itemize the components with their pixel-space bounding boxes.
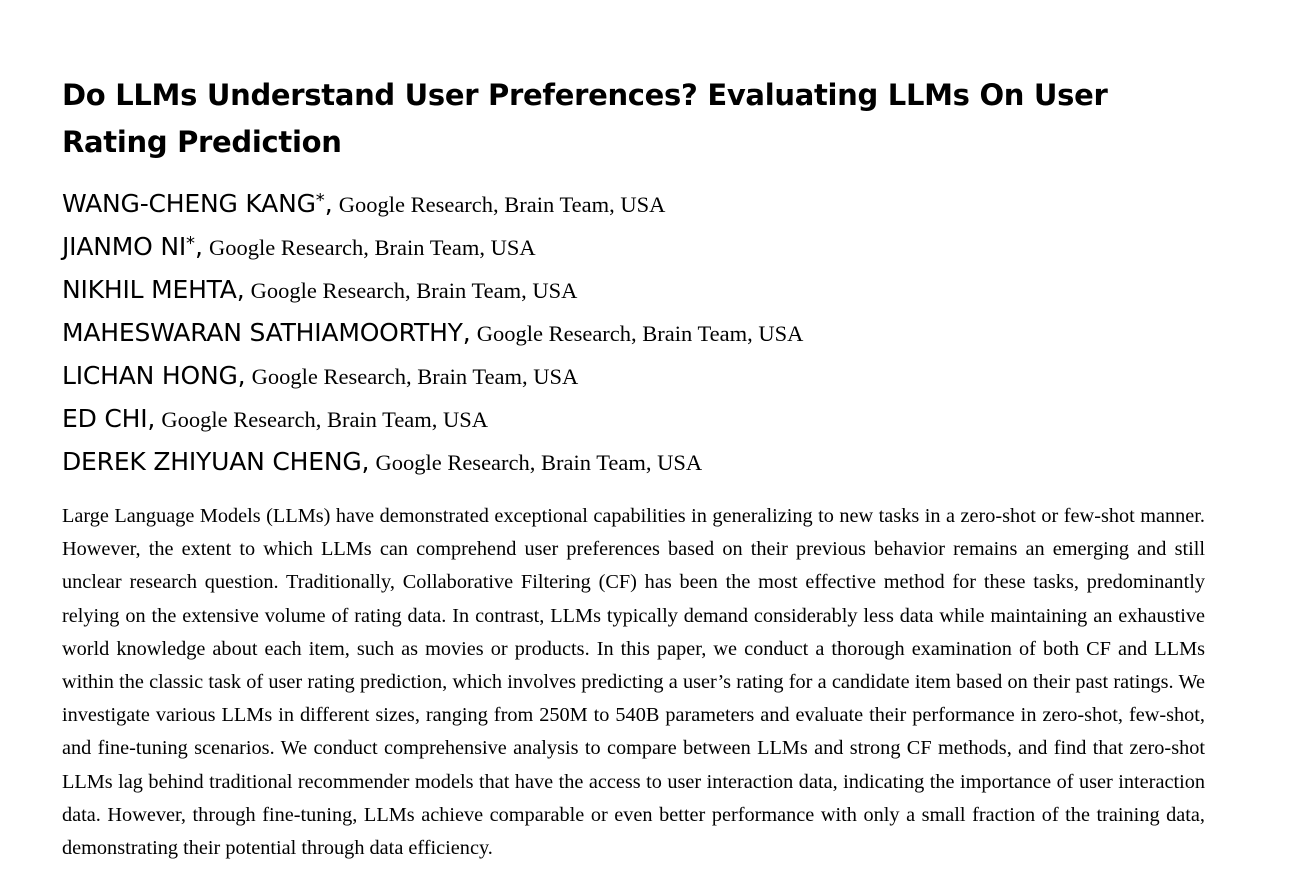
author-name: MAHESWARAN SATHIAMOORTHY xyxy=(62,318,463,347)
paper-page xyxy=(62,72,1205,865)
author-name: LICHAN HONG xyxy=(62,361,238,390)
author-line: DEREK ZHIYUAN CHENG, Google Research, Brain Team, USA xyxy=(62,447,703,476)
equal-contribution-mark: * xyxy=(315,190,325,211)
author-affiliation: Google Research, Brain Team, USA xyxy=(476,321,804,346)
author-affiliation: Google Research, Brain Team, USA xyxy=(375,450,703,475)
author-line: WANG-CHENG KANG*, Google Research, Brain Team, USA xyxy=(62,189,666,218)
author-list xyxy=(62,182,1205,483)
author-affiliation: Google Research, Brain Team, USA xyxy=(208,235,536,260)
author-name: ED CHI xyxy=(62,404,148,433)
author-line: NIKHIL MEHTA, Google Research, Brain Team, USA xyxy=(62,275,578,304)
author-name: NIKHIL MEHTA xyxy=(62,275,237,304)
author-name: WANG-CHENG KANG xyxy=(62,189,316,218)
author-line: JIANMO NI*, Google Research, Brain Team, USA xyxy=(62,232,536,261)
equal-contribution-mark: * xyxy=(186,233,196,254)
author-name: JIANMO NI xyxy=(62,232,187,261)
author-line: LICHAN HONG, Google Research, Brain Team, USA xyxy=(62,361,579,390)
paper-title: Do LLMs Understand User Preferences? Evaluating LLMs On User Rating Prediction xyxy=(62,78,1108,159)
abstract-text: Large Language Models (LLMs) have demonstrated exceptional capabilities in generalizing to new tasks in a zero-shot or few-shot manner. However, the extent to which LLMs can comprehend user preferences based on their previous behavior remains an emerging and still unclear research question. Traditionally, Collaborative Filtering (CF) has been the most effective method for these tasks, predominantly relying on the extensive volume of rating data. In contrast, LLMs typically demand considerably less data while maintaining an exhaustive world knowledge about each item, such as movies or products. In this paper, we conduct a thorough examination of both CF and LLMs within the classic task of user rating prediction, which involves predicting a user’s rating for a candidate item based on their past ratings. We investigate various LLMs in different sizes, ranging from 250M to 540B parameters and evaluate their performance in zero-shot, few-shot, and fine-tuning scenarios. We conduct comprehensive analysis to compare between LLMs and strong CF methods, and find that zero-shot LLMs lag behind traditional recommender models that have the access to user interaction data, indicating the importance of user interaction data. However, through fine-tuning, LLMs achieve comparable or even better performance with only a small fraction of the training data, demonstrating their potential through data efficiency. xyxy=(62,505,1205,860)
author-affiliation: Google Research, Brain Team, USA xyxy=(250,278,578,303)
author-line: MAHESWARAN SATHIAMOORTHY, Google Research, Brain Team, USA xyxy=(62,318,804,347)
author-affiliation: Google Research, Brain Team, USA xyxy=(161,407,489,432)
author-affiliation: Google Research, Brain Team, USA xyxy=(251,364,579,389)
author-affiliation: Google Research, Brain Team, USA xyxy=(338,192,666,217)
author-line: ED CHI, Google Research, Brain Team, USA xyxy=(62,404,489,433)
author-name: DEREK ZHIYUAN CHENG xyxy=(62,447,362,476)
